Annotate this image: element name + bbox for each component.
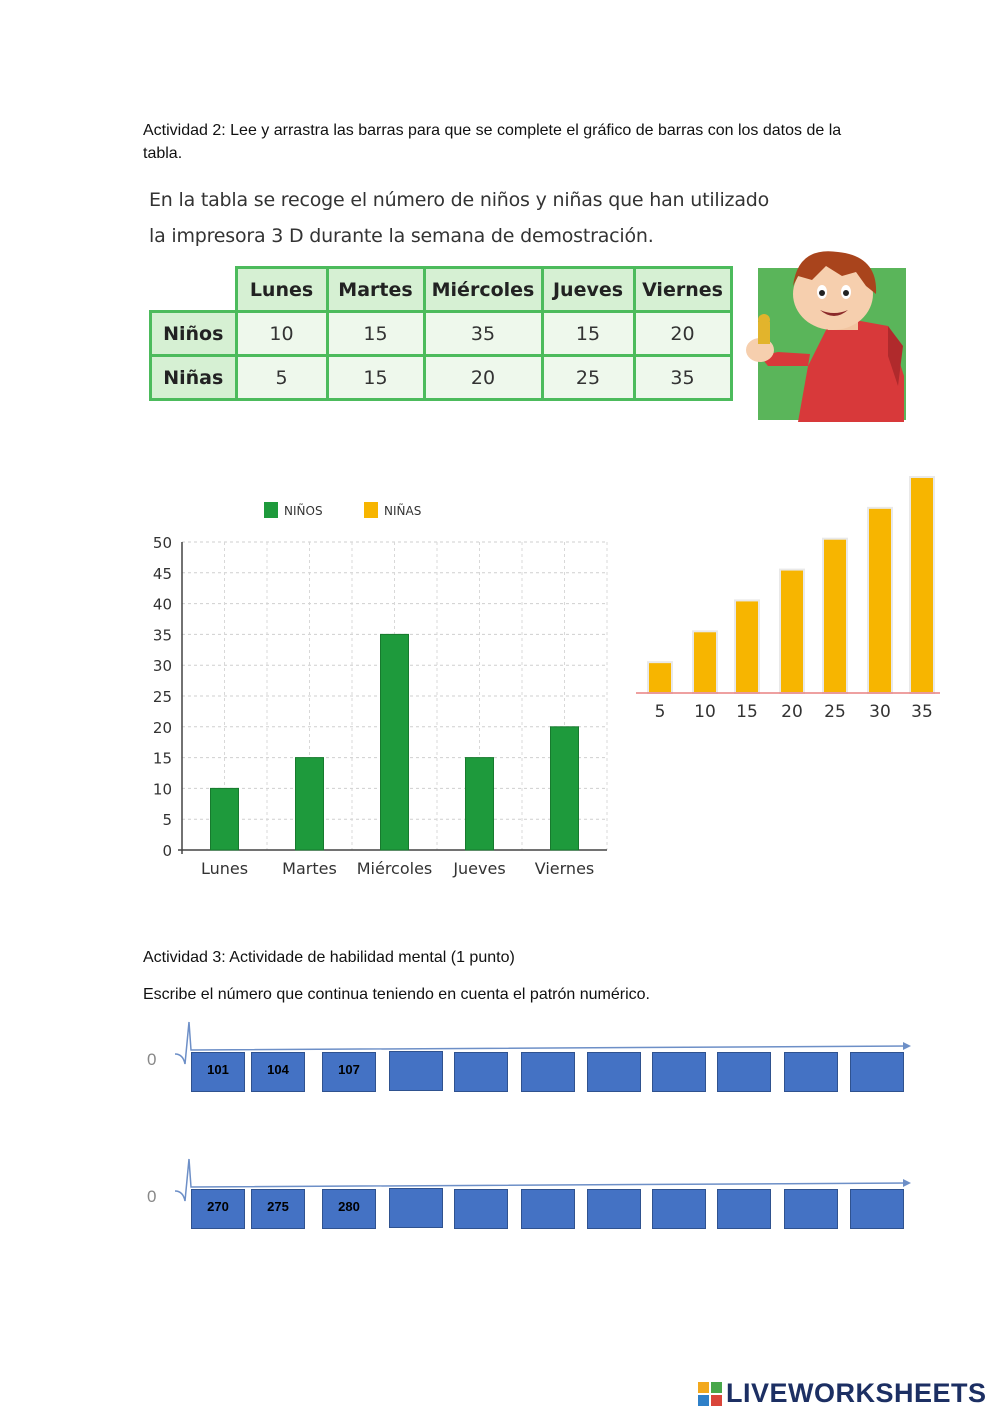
brand-logo	[698, 1378, 987, 1409]
y-tick-label: 30	[152, 657, 172, 676]
table-cell: 15	[327, 356, 424, 400]
chart-bars	[211, 634, 579, 850]
answer-box[interactable]	[784, 1189, 838, 1229]
draggable-bar[interactable]	[780, 570, 804, 693]
bar-value-label: 25	[824, 702, 846, 722]
bar	[466, 758, 494, 850]
y-tick-label: 5	[162, 811, 172, 830]
answer-box[interactable]	[454, 1189, 508, 1229]
y-tick-label: 45	[152, 564, 172, 583]
legend-label: NIÑAS	[384, 504, 422, 518]
bar-chart	[140, 490, 620, 890]
boy-illustration	[738, 246, 910, 422]
answer-box[interactable]	[521, 1189, 575, 1229]
legend-swatch	[264, 502, 278, 518]
table-col-header: Martes	[327, 268, 424, 312]
bar-value-label: 30	[869, 702, 891, 722]
answer-box[interactable]	[652, 1189, 706, 1229]
table-cell: 10	[236, 312, 327, 356]
answer-box[interactable]	[587, 1052, 641, 1092]
number-box: 104	[251, 1052, 305, 1092]
table-cell: 15	[542, 312, 634, 356]
draggable-bar[interactable]	[648, 662, 672, 693]
table-corner	[151, 268, 237, 312]
table-cell: 35	[424, 312, 542, 356]
axis-zero-label: 0	[147, 1050, 157, 1069]
answer-box[interactable]	[784, 1052, 838, 1092]
draggable-bar[interactable]	[868, 508, 892, 693]
bar-value-label: 5	[654, 702, 666, 722]
table-cell: 25	[542, 356, 634, 400]
table-col-header: Miércoles	[424, 268, 542, 312]
y-tick-label: 10	[152, 780, 172, 799]
brand-icon	[698, 1382, 722, 1406]
brand-name: LIVEWORKSHEETS	[726, 1378, 987, 1408]
x-tick-label: Martes	[282, 859, 337, 878]
answer-box[interactable]	[587, 1189, 641, 1229]
number-box: 107	[322, 1052, 376, 1092]
bar	[381, 634, 409, 850]
answer-box[interactable]	[389, 1188, 443, 1228]
answer-box[interactable]	[454, 1052, 508, 1092]
draggable-bar[interactable]	[735, 600, 759, 693]
answer-box[interactable]	[717, 1052, 771, 1092]
draggable-bar[interactable]	[910, 477, 934, 693]
y-tick-label: 35	[152, 626, 172, 645]
bar-value-label: 35	[911, 702, 933, 722]
bar	[551, 727, 579, 850]
x-tick-label: Jueves	[453, 859, 506, 878]
number-box: 280	[322, 1189, 376, 1229]
activity3-title: Actividad 3: Actividade de habilidad mental (1 punto)	[143, 949, 515, 966]
activity3-instruction: Escribe el número que continua teniendo en cuenta el patrón numérico.	[143, 986, 650, 1003]
y-tick-label: 40	[152, 595, 172, 614]
table-col-header: Lunes	[236, 268, 327, 312]
x-axis-labels	[201, 859, 594, 878]
y-axis-ticks	[153, 534, 172, 860]
data-table	[149, 266, 733, 401]
table-row-label: Niñas	[151, 356, 237, 400]
number-box: 275	[251, 1189, 305, 1229]
number-box: 101	[191, 1052, 245, 1092]
table-cell: 20	[634, 312, 731, 356]
chart-legend	[264, 502, 421, 518]
table-row	[151, 356, 732, 400]
bar	[296, 758, 324, 850]
activity2-instruction: Actividad 2: Lee y arrastra las barras para que se complete el gráfico de barras con los datos de la tabla.	[143, 122, 842, 162]
table-cell: 20	[424, 356, 542, 400]
y-tick-label: 25	[152, 688, 172, 706]
answer-box[interactable]	[850, 1052, 904, 1092]
table-cell: 35	[634, 356, 731, 400]
table-prompt-line2: la impresora 3 D durante la semana de demostración.	[149, 225, 654, 247]
x-tick-label: Miércoles	[356, 859, 433, 878]
bar-value-label: 20	[781, 702, 803, 722]
axis-zero-label: 0	[147, 1187, 157, 1206]
table-prompt-line1: En la tabla se recoge el número de niños y niñas que han utilizado	[149, 189, 770, 211]
answer-box[interactable]	[521, 1052, 575, 1092]
y-tick-label: 15	[152, 749, 172, 768]
answer-box[interactable]	[652, 1052, 706, 1092]
draggable-bar[interactable]	[823, 539, 847, 693]
table-col-header: Viernes	[634, 268, 731, 312]
table-cell: 5	[236, 356, 327, 400]
number-line-1	[145, 1020, 915, 1100]
y-tick-label: 20	[152, 718, 172, 737]
bar-value-label: 10	[694, 702, 716, 722]
y-tick-label: 0	[162, 842, 172, 860]
table-row	[151, 312, 732, 356]
answer-box[interactable]	[717, 1189, 771, 1229]
table-row-label: Niños	[151, 312, 237, 356]
legend-swatch	[364, 502, 378, 518]
y-tick-label: 50	[152, 534, 172, 552]
answer-box[interactable]	[850, 1189, 904, 1229]
number-box: 270	[191, 1189, 245, 1229]
table-header-row	[151, 268, 732, 312]
legend-label: NIÑOS	[284, 504, 323, 518]
table-col-header: Jueves	[542, 268, 634, 312]
table-cell: 15	[327, 312, 424, 356]
draggable-bars	[630, 465, 950, 735]
x-tick-label: Viernes	[534, 859, 595, 878]
answer-box[interactable]	[389, 1051, 443, 1091]
draggable-bar[interactable]	[693, 631, 717, 693]
bar-value-label: 15	[736, 702, 758, 722]
number-line-2	[145, 1157, 915, 1237]
bar	[211, 788, 239, 850]
x-tick-label: Lunes	[200, 859, 249, 878]
